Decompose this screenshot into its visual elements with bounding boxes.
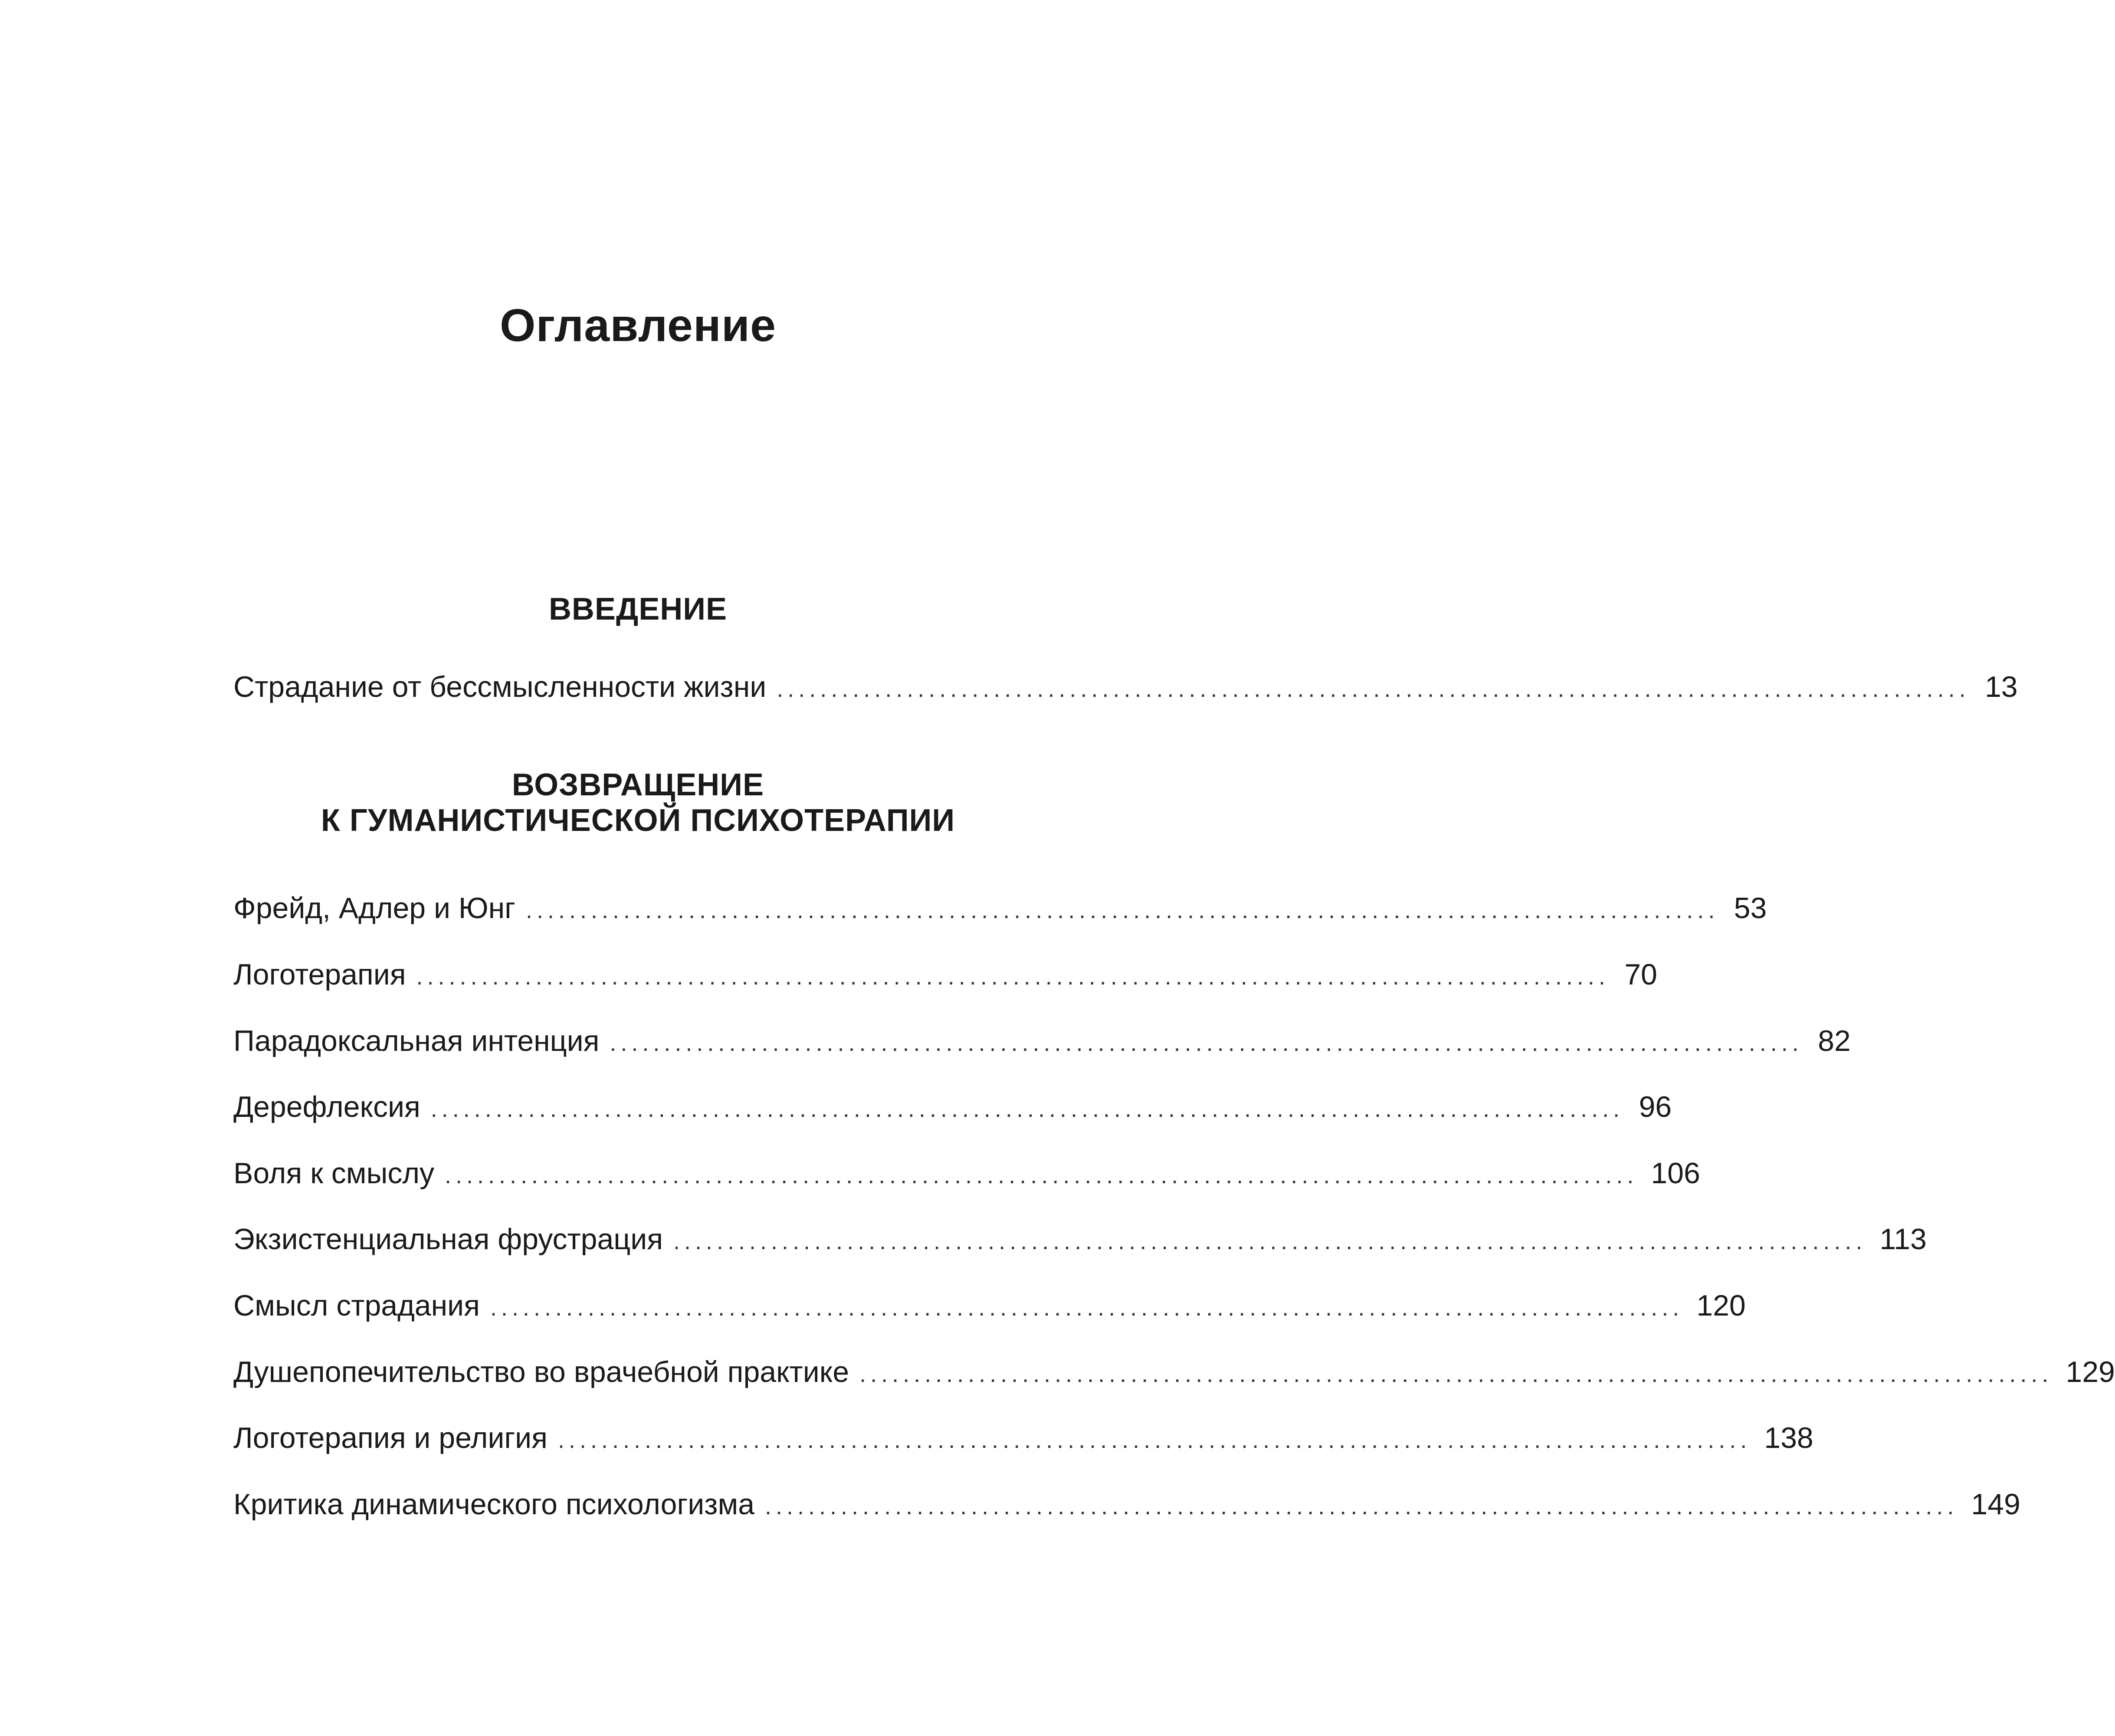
toc-entry[interactable] bbox=[233, 1282, 1746, 1329]
toc-entry-title: Фрейд, Адлер и Юнг bbox=[233, 892, 515, 925]
toc-entry-page-number: 149 bbox=[1971, 1488, 2020, 1521]
toc-entry-title: Парадоксальная интенция bbox=[233, 1024, 600, 1057]
toc-entry-title: Страдание от бессмысленности жизни bbox=[233, 670, 767, 703]
dot-leader: .............................................................................................................. bbox=[430, 1096, 1624, 1122]
toc-entry[interactable] bbox=[233, 1017, 1851, 1065]
toc-entry[interactable] bbox=[233, 1480, 2020, 1528]
toc-entry[interactable] bbox=[233, 1414, 1813, 1462]
page-title: Оглавление bbox=[499, 300, 777, 351]
dot-leader: .............................................................................................................. bbox=[525, 897, 1719, 923]
section-heading-line: ВОЗВРАЩЕНИЕ bbox=[512, 768, 764, 802]
toc-entry-page-number: 120 bbox=[1696, 1289, 1746, 1322]
toc-entry-page-number: 82 bbox=[1818, 1024, 1851, 1057]
toc-entry-title: Смысл страдания bbox=[233, 1289, 480, 1322]
dot-leader: .............................................................................................................. bbox=[610, 1030, 1803, 1056]
toc-entry[interactable] bbox=[233, 663, 2018, 711]
toc-entry-title: Воля к смыслу bbox=[233, 1157, 435, 1190]
toc-entry-title: Логотерапия и религия bbox=[233, 1421, 548, 1454]
toc-entry-title: Душепопечительство во врачебной практике bbox=[233, 1355, 849, 1388]
toc-entry-page-number: 129 bbox=[2066, 1355, 2115, 1388]
toc-entry[interactable] bbox=[233, 884, 1767, 932]
dot-leader: .............................................................................................................. bbox=[557, 1427, 1751, 1453]
toc-entry-page-number: 138 bbox=[1764, 1421, 1813, 1454]
dot-leader: .............................................................................................................. bbox=[490, 1295, 1684, 1321]
toc-entry-page-number: 53 bbox=[1734, 892, 1767, 925]
toc-entry-page-number: 113 bbox=[1879, 1223, 1927, 1256]
dot-leader: .............................................................................................................. bbox=[859, 1361, 2053, 1387]
section-heading-line: ВВЕДЕНИЕ bbox=[548, 592, 728, 627]
dot-leader: .............................................................................................................. bbox=[416, 964, 1610, 990]
toc-entry[interactable] bbox=[233, 1215, 1927, 1263]
toc-entry-page-number: 96 bbox=[1639, 1090, 1672, 1123]
dot-leader: .............................................................................................................. bbox=[777, 676, 1970, 702]
dot-leader: .............................................................................................................. bbox=[765, 1493, 1958, 1519]
toc-entry[interactable] bbox=[233, 1348, 2115, 1396]
toc-entry-page-number: 106 bbox=[1651, 1157, 1700, 1190]
dot-leader: .............................................................................................................. bbox=[445, 1162, 1638, 1188]
toc-entry[interactable] bbox=[233, 951, 1657, 998]
toc-entry-title: Экзистенциальная фрустрация bbox=[233, 1223, 663, 1256]
dot-leader: .............................................................................................................. bbox=[673, 1228, 1867, 1254]
section-heading-introduction bbox=[0, 591, 1276, 627]
toc-entry-title: Дерефлексия bbox=[233, 1090, 420, 1123]
toc-entry[interactable] bbox=[233, 1083, 1672, 1131]
toc-entry-page-number: 70 bbox=[1624, 958, 1657, 991]
toc-entry-page-number: 13 bbox=[1984, 670, 2018, 703]
section-heading-line: К ГУМАНИСТИЧЕСКОЙ ПСИХОТЕРАПИИ bbox=[321, 803, 955, 838]
toc-entry-title: Критика динамического психологизма bbox=[233, 1488, 755, 1521]
toc-entry-title: Логотерапия bbox=[233, 958, 406, 991]
section-heading-humanistic-psychotherapy bbox=[0, 767, 1276, 838]
toc-entry[interactable] bbox=[233, 1149, 1700, 1197]
